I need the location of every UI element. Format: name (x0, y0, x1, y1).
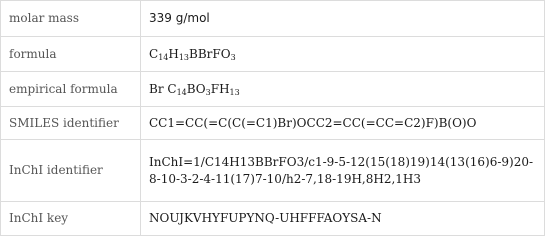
molar-mass-value: 339 g/mol (141, 1, 545, 37)
formula-subscript: 14 (176, 87, 187, 97)
formula-subscript: 3 (230, 52, 236, 62)
smiles-label: SMILES identifier (1, 107, 141, 140)
table-row (1, 202, 545, 236)
empirical-formula-value (141, 72, 545, 107)
formula-part: C (167, 81, 177, 96)
formula-part: H (168, 46, 179, 61)
formula-part: FH (210, 81, 230, 96)
formula-part: BO (186, 81, 206, 96)
formula-part: C (149, 46, 159, 61)
smiles-value: CC1=CC(=C(C(=C1)Br)OCC2=CC(=CC=C2)F)B(O)O (141, 107, 545, 140)
formula-part: Br (149, 81, 164, 96)
empirical-formula-label: empirical formula (1, 72, 141, 107)
inchi-key-value: NOUJKVHYFUPYNQ-UHFFFAOYSA-N (141, 202, 545, 236)
formula-value (141, 37, 545, 72)
formula-subscript: 13 (229, 87, 240, 97)
table-row (1, 140, 545, 202)
table-row (1, 37, 545, 72)
inchi-label: InChI identifier (1, 140, 141, 202)
formula-subscript: 3 (205, 87, 211, 97)
formula-part: BBrFO (189, 46, 231, 61)
table-row (1, 107, 545, 140)
inchi-value: InChI=1/C14H13BBrFO3/c1-9-5-12(15(18)19)14(13(16)6-9)20-8-10-3-2-4-11(17)7-10/h2-7,18-19H,8H2,1H3 (141, 140, 545, 202)
molar-mass-label: molar mass (1, 1, 141, 37)
table-row (1, 1, 545, 37)
inchi-key-label: InChI key (1, 202, 141, 236)
formula-subscript: 14 (158, 52, 169, 62)
formula-label: formula (1, 37, 141, 72)
formula-subscript: 13 (178, 52, 190, 62)
table-row (1, 72, 545, 107)
